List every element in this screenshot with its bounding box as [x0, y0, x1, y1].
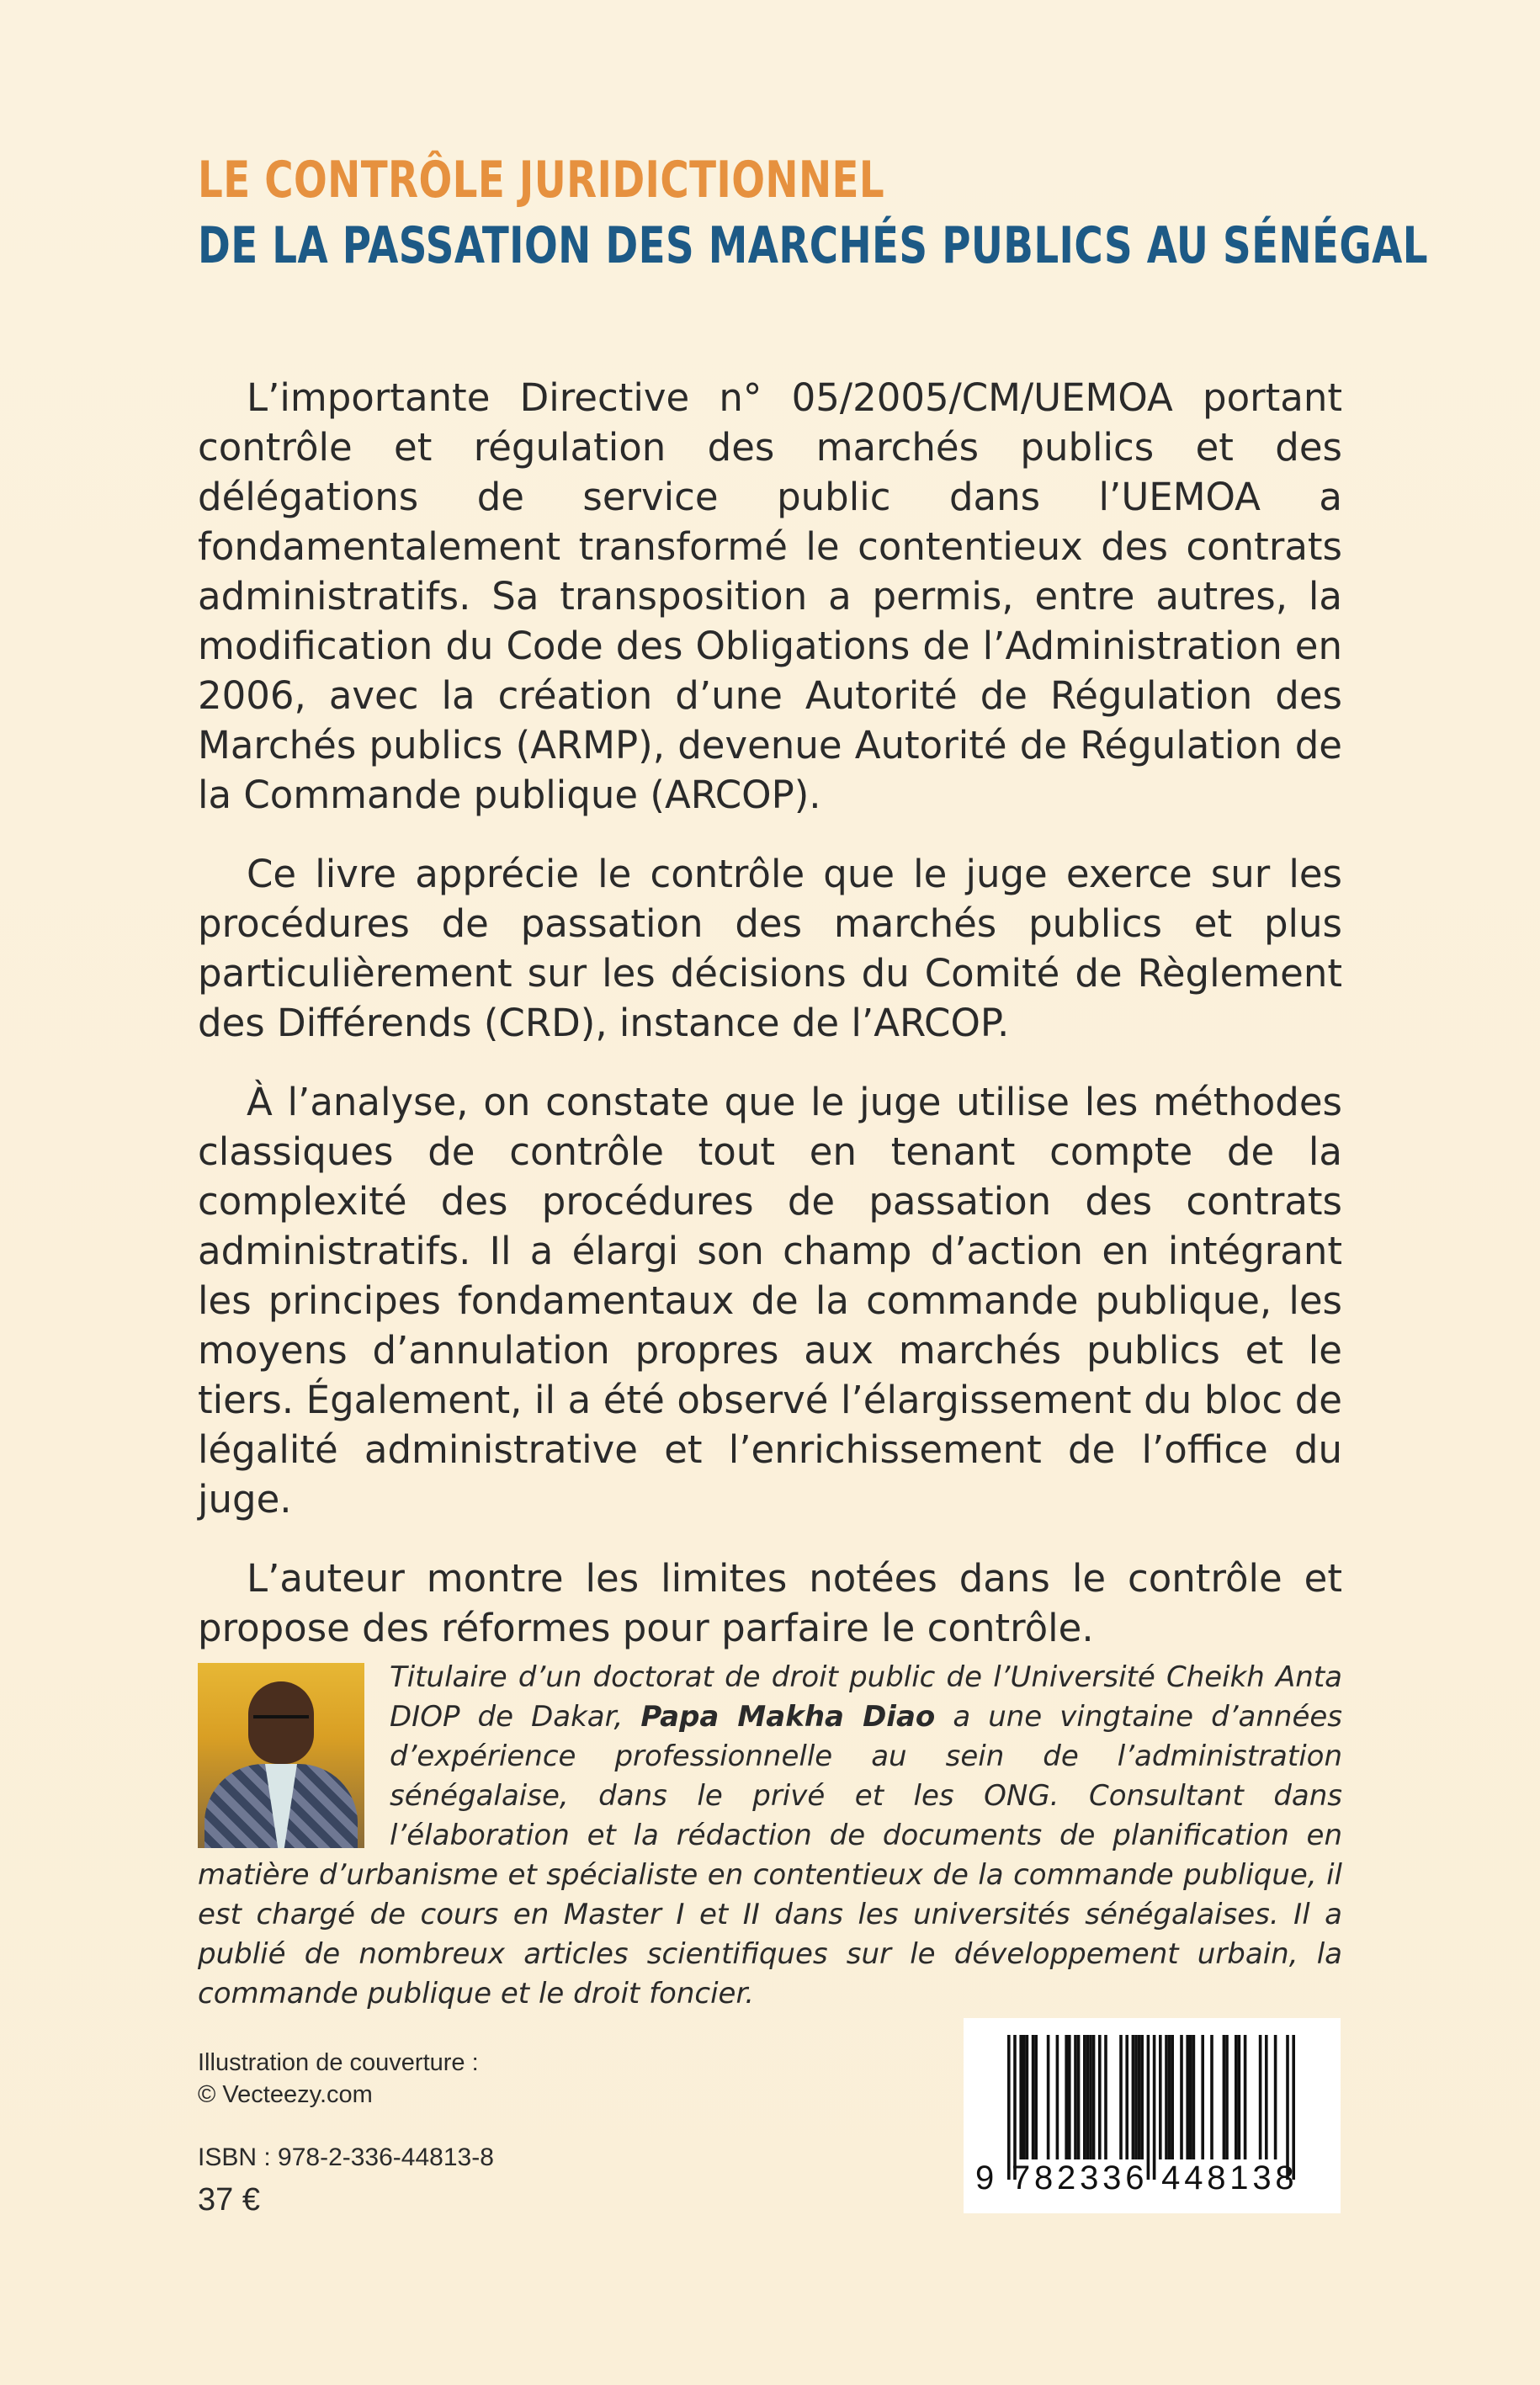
barcode-bar — [1235, 2035, 1238, 2159]
barcode-bar — [1022, 2035, 1026, 2159]
barcode-bar — [1056, 2035, 1059, 2159]
barcode-bar — [1286, 2035, 1289, 2180]
barcode-bar — [1019, 2035, 1022, 2159]
author-bio — [198, 1658, 1342, 2014]
barcode-bar — [1171, 2035, 1174, 2159]
barcode-bar — [1089, 2035, 1092, 2159]
barcode-bar — [1159, 2035, 1162, 2159]
barcode — [964, 2018, 1341, 2213]
barcode-bar — [1223, 2035, 1226, 2159]
barcode-bar — [1210, 2035, 1213, 2159]
barcode-bar — [1134, 2035, 1138, 2159]
title-line-2: DE LA PASSATION DES MARCHÉS PUBLICS AU SÉNÉGAL — [198, 216, 1428, 275]
barcode-bar — [1007, 2035, 1011, 2180]
barcode-bar — [1238, 2035, 1241, 2159]
barcode-bar — [1138, 2035, 1141, 2159]
barcode-bar — [1259, 2035, 1262, 2159]
barcode-bar — [1225, 2035, 1229, 2159]
barcode-bar — [1119, 2035, 1123, 2159]
barcode-bar — [1068, 2035, 1071, 2159]
barcode-bar — [1274, 2035, 1277, 2159]
barcode-bar — [1189, 2035, 1192, 2159]
price: 37 € — [198, 2182, 260, 2218]
barcode-bar — [1244, 2035, 1247, 2159]
barcode-bar — [1292, 2035, 1295, 2180]
barcode-bar — [1077, 2035, 1081, 2159]
author-photo — [198, 1663, 364, 1848]
isbn: ISBN : 978-2-336-44813-8 — [198, 2143, 494, 2171]
barcode-bar — [1180, 2035, 1183, 2159]
barcode-bar — [1186, 2035, 1189, 2159]
barcode-bar — [1013, 2035, 1017, 2180]
author-bio-rest: a une vingtaine d’années d’expérience professionnelle au sein de l’administration sénégalaise, dans le privé et les ONG. Consultant dans l’élaboration et la rédaction de documents de planification en matière d’urbanisme et spécialiste en contentieux de la commande publique, il est chargé de cours en Master I et II dans les universités sénégalaises. Il a publié de nombreux articles scientifiques sur le développement urbain, la commande publique et le droit foncier. — [198, 1700, 1343, 2011]
barcode-bar — [1140, 2035, 1144, 2159]
barcode-bar — [1168, 2035, 1171, 2159]
barcode-bar — [1165, 2035, 1168, 2159]
book-title — [198, 147, 1428, 279]
barcode-bar — [1086, 2035, 1090, 2159]
barcode-bar — [1092, 2035, 1096, 2159]
author-name: Papa Makha Diao — [640, 1700, 936, 1734]
blurb-paragraph-2: Ce livre apprécie le contrôle que le juge exerce sur les procédures de passation des marchés publics et plus particulièrement sur les décisions du Comité de Règlement des Différends (CRD), instance de l’ARCOP. — [198, 852, 1342, 1045]
author-bio-intro: Titulaire d’un doctorat de droit public de l’Université Cheikh Anta DIOP de Dakar, — [390, 1660, 1342, 1734]
barcode-bar — [1034, 2035, 1038, 2159]
barcode-bar — [1153, 2035, 1156, 2180]
barcode-bar — [1147, 2035, 1150, 2180]
credits-source: © Vecteezy.com — [198, 2081, 373, 2108]
blurb-paragraph-4: L’auteur montre les limites notées dans le contrôle et propose des réformes pour parfaire le contrôle. — [198, 1556, 1342, 1650]
blurb-paragraph-1: L’importante Directive n° 05/2005/CM/UEMOA portant contrôle et régulation des marchés publics et des délégations de service public dans l’UEMOA a fondamentalement transformé le contentieux des contrats administratifs. Sa transposition a permis, entre autres, la modification du Code des Obligations de l’Administration en 2006, avec la création d’une Autorité de Régulation des Marchés publics (ARMP), devenue Autorité de Régulation de la Commande publique (ARCOP). — [198, 375, 1342, 817]
barcode-bar — [1201, 2035, 1204, 2159]
barcode-bar — [1104, 2035, 1107, 2159]
credits-label: Illustration de couverture : — [198, 2049, 479, 2076]
barcode-bar — [1074, 2035, 1077, 2159]
barcode-bar — [1098, 2035, 1102, 2159]
cover-credits — [198, 2047, 479, 2111]
barcode-bar — [1265, 2035, 1268, 2159]
blurb — [198, 373, 1342, 1682]
barcode-bar — [1192, 2035, 1196, 2159]
barcode-bar — [1047, 2035, 1050, 2159]
barcode-bar — [1032, 2035, 1035, 2159]
barcode-bar — [1065, 2035, 1068, 2159]
barcode-bar — [1125, 2035, 1128, 2159]
title-line-1: LE CONTRÔLE JURIDICTIONNEL — [198, 151, 885, 210]
barcode-bar — [1083, 2035, 1086, 2159]
barcode-digits: 9 782336 448138 — [975, 2159, 1298, 2196]
barcode-bar — [1132, 2035, 1135, 2159]
blurb-paragraph-3: À l’analyse, on constate que le juge utilise les méthodes classiques de contrôle tout en tenant compte de la complexité des procédures de passation des contrats administratifs. Il a élargi son champ d’action en intégrant les principes fondamentaux de la commande publique, les moyens d’annulation propres aux marchés publics et le tiers. Également, il a été observé l’élargissement du bloc de légalité administrative et l’enrichissement de l’office du juge. — [198, 1080, 1342, 1522]
barcode-bar — [1026, 2035, 1029, 2159]
